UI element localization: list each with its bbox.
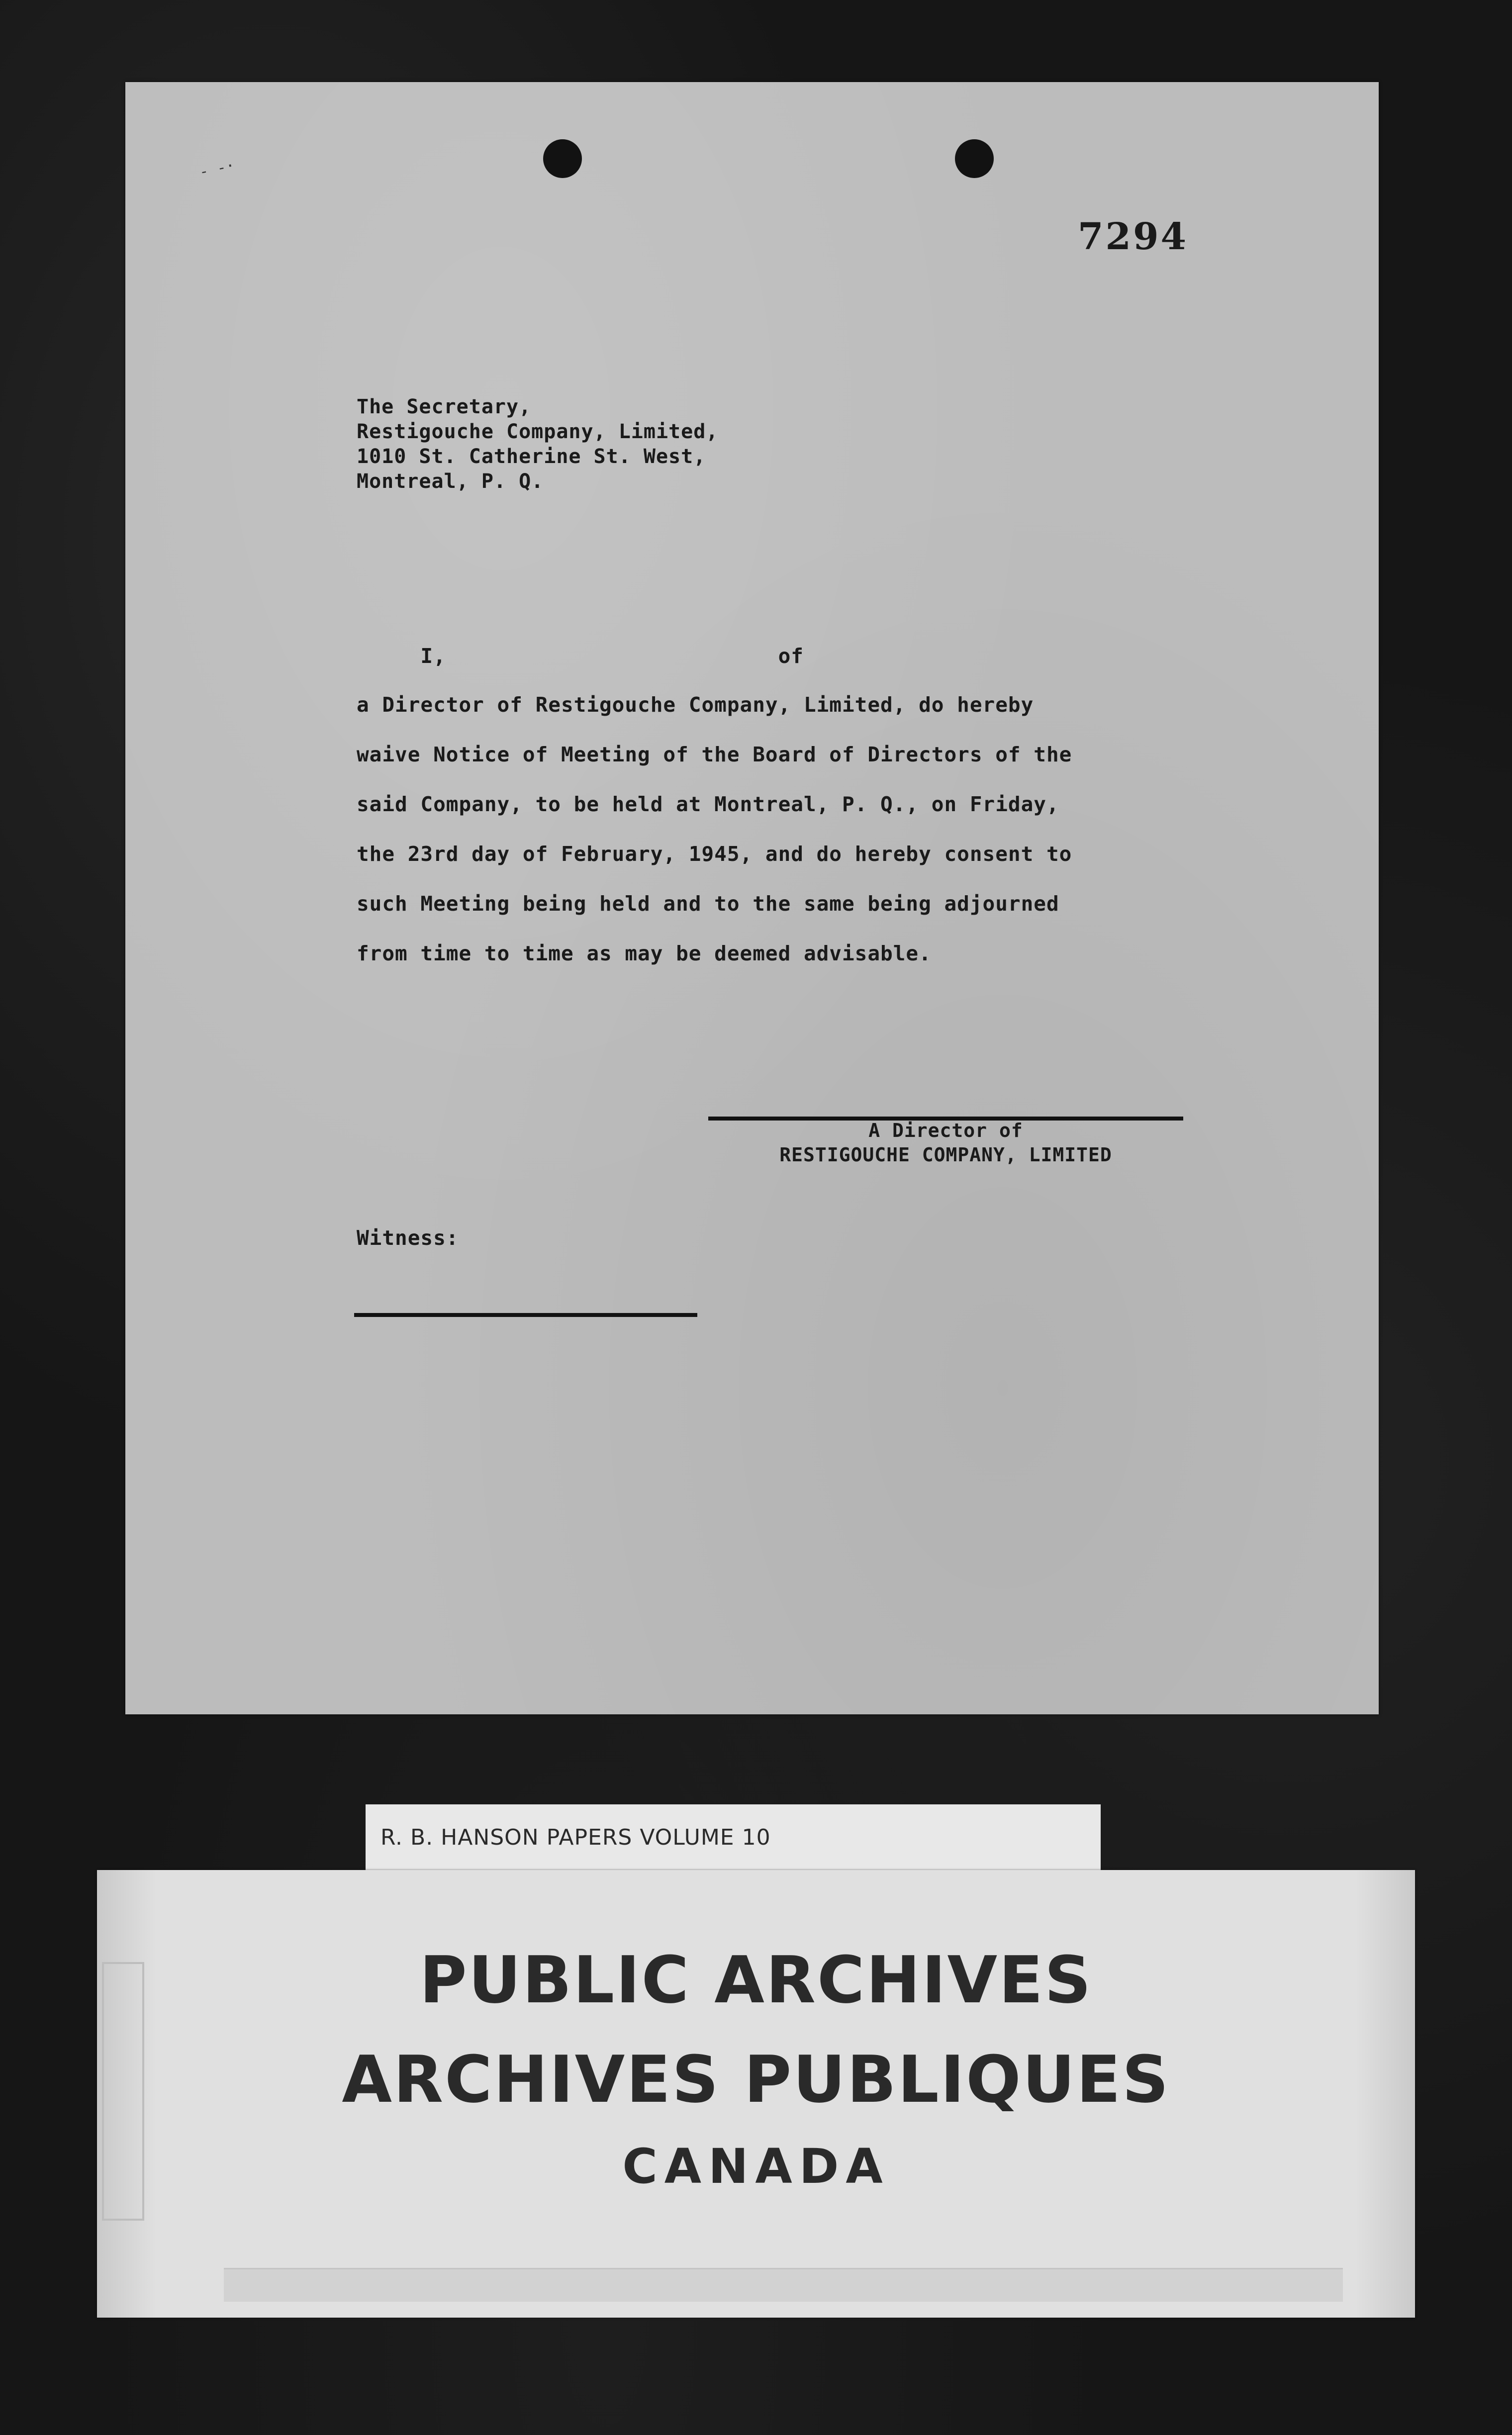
address-line: The Secretary, [357, 395, 532, 418]
waiver-line: said Company, to be held at Montreal, P. Q., on Friday, [357, 792, 1059, 816]
archive-country: CANADA [622, 2139, 890, 2194]
waiver-line: such Meeting being held and to the same being adjourned [357, 892, 1059, 916]
signature-caption-company: RESTIGOUCHE COMPANY, LIMITED [779, 1144, 1112, 1166]
document-page [125, 82, 1379, 1714]
archive-card [97, 1870, 1415, 2318]
waiver-line: I, of [357, 644, 804, 668]
archive-volume-tag [366, 1804, 1101, 1870]
document-number: 7294 [1078, 215, 1188, 258]
archive-title-french: ARCHIVES PUBLIQUES [342, 2042, 1170, 2117]
ink-speck: - -· [197, 156, 237, 182]
waiver-line: a Director of Restigouche Company, Limited, do hereby [357, 693, 1034, 717]
card-bottom-strip [224, 2268, 1343, 2302]
waiver-line: from time to time as may be deemed advisable. [357, 941, 932, 965]
address-line: Restigouche Company, Limited, [357, 420, 719, 443]
address-line: Montreal, P. Q. [357, 470, 544, 493]
archive-volume-label: R. B. HANSON PAPERS VOLUME 10 [380, 1824, 771, 1850]
waiver-line: the 23rd day of February, 1945, and do hereby consent to [357, 842, 1072, 866]
archive-title-english: PUBLIC ARCHIVES [419, 1942, 1093, 2018]
punch-hole-left [543, 139, 582, 178]
punch-hole-right [955, 139, 994, 178]
signature-caption-title: A Director of [868, 1120, 1023, 1141]
witness-signature-line [354, 1313, 697, 1317]
waiver-line: waive Notice of Meeting of the Board of Directors of the [357, 743, 1072, 766]
address-line: 1010 St. Catherine St. West, [357, 445, 706, 468]
witness-label: Witness: [357, 1226, 459, 1250]
